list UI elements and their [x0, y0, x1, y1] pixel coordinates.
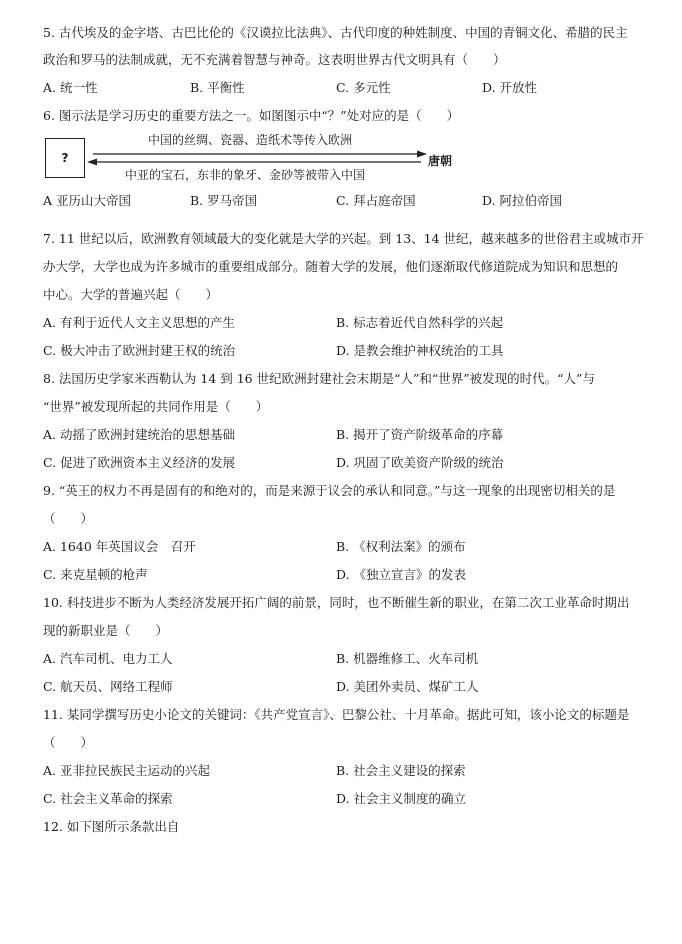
q11-stem-line2: （ ）	[43, 735, 94, 750]
q5-option-a: A. 统一性	[43, 80, 98, 95]
q9-option-a: A. 1640 年英国议会 召开	[43, 539, 196, 554]
q6-diagram-right-label: 唐朝	[428, 154, 453, 168]
q11-option-c: C. 社会主义革命的探索	[43, 791, 173, 806]
q8-option-d: D. 巩固了欧美资产阶级的统治	[336, 455, 504, 470]
q12-stem-line1: 12. 如下图所示条款出自	[43, 819, 180, 834]
q6-option-c: C. 拜占庭帝国	[336, 193, 416, 208]
q7-stem-line3: 中心。大学的普遍兴起（ ）	[43, 287, 219, 302]
q6-option-d: D. 阿拉伯帝国	[482, 193, 563, 208]
q6-option-b: B. 罗马帝国	[190, 193, 258, 208]
q5-option-d: D. 开放性	[482, 80, 538, 95]
q8-option-b: B. 揭开了资产阶级革命的序幕	[336, 427, 504, 442]
q9-stem-line1: 9. “英王的权力不再是固有的和绝对的，而是来源于议会的承认和同意。”与这一现象的出现密切相关的是	[43, 483, 616, 498]
q6-stem-line1: 6. 图示法是学习历史的重要方法之一。如图图示中“？”处对应的是（ ）	[43, 108, 460, 123]
q10-option-c: C. 航天员、网络工程师	[43, 679, 173, 694]
q6-diagram-arrows	[85, 150, 430, 166]
q5-stem-line1: 5. 古代埃及的金字塔、古巴比伦的《汉谟拉比法典》、古代印度的种姓制度、中国的青铜文化、希腊的民主	[43, 25, 628, 40]
q11-option-d: D. 社会主义制度的确立	[336, 791, 467, 806]
q8-stem-line1: 8. 法国历史学家米西勒认为 14 到 16 世纪欧洲封建社会末期是“人”和“世界”被发现的时代。“人”与	[43, 371, 595, 386]
q6-diagram-box-label: ?	[61, 151, 69, 165]
q5-option-c: C. 多元性	[336, 80, 391, 95]
q7-option-c: C. 极大冲击了欧洲封建王权的统治	[43, 343, 236, 358]
q10-stem-line1: 10. 科技进步不断为人类经济发展开拓广阔的前景，同时，也不断催生新的职业，在第二次工业革命时期出	[43, 595, 630, 610]
q10-option-a: A. 汽车司机、电力工人	[43, 651, 173, 666]
q6-diagram-top-text: 中国的丝绸、瓷器、造纸术等传入欧洲	[148, 133, 353, 147]
q10-stem-line2: 现的新职业是（ ）	[43, 623, 169, 638]
q10-option-b: B. 机器维修工、火车司机	[336, 651, 479, 666]
q9-option-b: B. 《权利法案》的颁布	[336, 539, 466, 554]
q7-stem-line1: 7. 11 世纪以后，欧洲教育领域最大的变化就是大学的兴起。到 13、14 世纪，越来越多的世俗君主或城市开	[43, 231, 644, 246]
q6-diagram-bottom-text: 中亚的宝石，东非的象牙、金砂等被带入中国	[125, 168, 366, 182]
q5-option-b: B. 平衡性	[190, 80, 245, 95]
q7-option-b: B. 标志着近代自然科学的兴起	[336, 315, 504, 330]
q7-stem-line2: 办大学，大学也成为许多城市的重要组成部分。随着大学的发展，他们逐渐取代修道院成为知识和思想的	[43, 259, 619, 274]
q7-option-d: D. 是教会维护神权统治的工具	[336, 343, 504, 358]
q5-stem-line2: 政治和罗马的法制成就，无不充满着智慧与神奇。这表明世界古代文明具有（ ）	[43, 52, 506, 67]
q11-option-b: B. 社会主义建设的探索	[336, 763, 466, 778]
q6-diagram-unknown-box	[45, 138, 85, 178]
q7-option-a: A. 有利于近代人文主义思想的产生	[43, 315, 235, 330]
q6-option-a: A 亚历山大帝国	[43, 193, 132, 208]
q9-option-c: C. 来克星顿的枪声	[43, 567, 148, 582]
q8-stem-line2: “世界”被发现所起的共同作用是（ ）	[43, 399, 269, 414]
q11-stem-line1: 11. 某同学撰写历史小论文的关键词：《共产党宣言》、巴黎公社、十月革命。据此可知，该小论文的标题是	[43, 707, 630, 722]
q10-option-d: D. 美团外卖员、煤矿工人	[336, 679, 479, 694]
q8-option-c: C. 促进了欧洲资本主义经济的发展	[43, 455, 236, 470]
q11-option-a: A. 亚非拉民族民主运动的兴起	[43, 763, 210, 778]
q8-option-a: A. 动摇了欧洲封建统治的思想基础	[43, 427, 235, 442]
q9-option-d: D. 《独立宣言》的发表	[336, 567, 467, 582]
q9-stem-line2: （ ）	[43, 511, 94, 526]
